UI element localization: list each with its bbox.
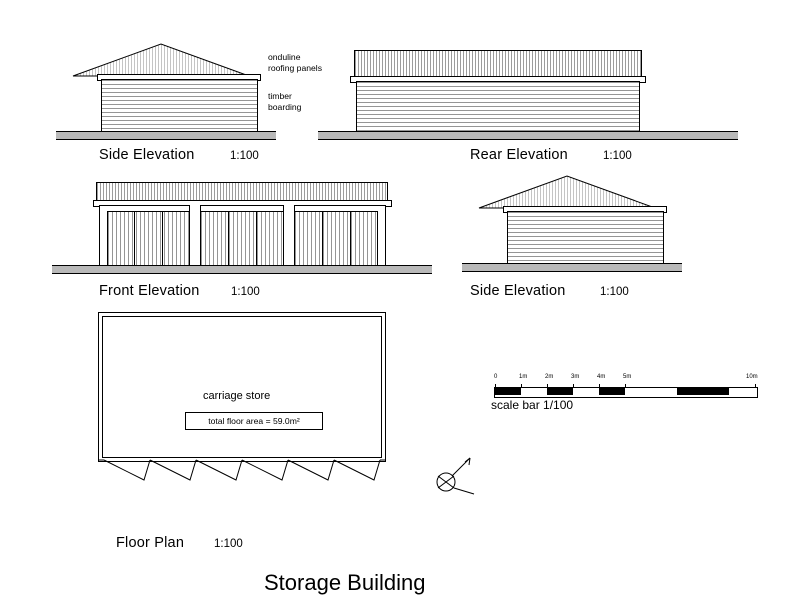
annotation-onduline: onduline [268,52,301,62]
door-bay-1 [107,211,191,267]
door-mullion [228,211,229,265]
scale-bar-tick [599,384,600,388]
door-mullion [322,211,323,265]
scale-bar-block [547,388,573,395]
door-mullion [162,211,163,265]
scale-tick-label-4m: 4m [597,374,606,380]
roof-panel [96,182,388,202]
scale-tick-label-0: 0 [494,374,498,380]
floor-plan-drawing [98,312,398,487]
rear-elevation-title: Rear Elevation [470,147,568,163]
ground-line [318,131,738,140]
door-bay-2 [200,211,284,267]
floor-plan-title: Floor Plan [116,535,185,551]
ground-line [52,265,432,274]
scale-bar-block [599,388,625,395]
gable-roof-shape [477,174,657,210]
scale-tick-label-5m: 5m [623,374,632,380]
side-elevation-left-scale: 1:100 [230,150,259,162]
side-elevation-left-drawing [56,40,276,140]
annotation-roofing-panels: roofing panels [268,63,322,73]
scale-bar-tick [625,384,626,388]
scale-tick-label-10m: 10m [746,374,758,380]
scale-bar-tick [573,384,574,388]
scale-bar-block [495,388,521,395]
rear-elevation-drawing [318,40,738,140]
plan-door-leaves [98,452,398,492]
roof-panel [354,50,642,78]
side-elevation-left-title: Side Elevation [99,147,195,163]
scale-bar-tick [547,384,548,388]
side-elevation-right-drawing [462,172,682,272]
sheet-title: Storage Building [264,570,426,595]
plan-area-box: total floor area = 59.0m² [185,412,323,430]
plan-room-label: carriage store [203,390,271,402]
timber-wall [507,211,664,265]
door-mullion [350,211,351,265]
ground-line [462,263,682,272]
scale-tick-label-3m: 3m [571,374,580,380]
door-bay-3 [294,211,378,267]
scale-tick-label-1m: 1m [519,374,528,380]
timber-wall [356,81,640,133]
plan-inner-wall [102,316,382,458]
scale-bar-block [625,388,677,395]
gable-roof-shape [71,42,251,78]
annotation-boarding: boarding [268,102,302,112]
front-elevation-drawing [52,178,432,273]
annotation-timber: timber [268,91,292,101]
door-mullion [134,211,135,265]
floor-plan-scale: 1:100 [214,538,243,550]
scale-bar-tick [755,384,756,388]
scale-bar [494,382,760,396]
ground-line [56,131,276,140]
side-elevation-right-title: Side Elevation [470,283,566,299]
north-arrow-icon [424,450,480,500]
timber-wall [101,79,258,133]
front-elevation-title: Front Elevation [99,283,200,299]
scale-bar-tick [495,384,496,388]
scale-bar-label: scale bar 1/100 [491,398,574,412]
door-mullion [256,211,257,265]
scale-bar-tick [521,384,522,388]
scale-bar-block [677,388,729,395]
front-elevation-scale: 1:100 [231,286,260,298]
scale-tick-label-2m: 2m [545,374,554,380]
side-elevation-right-scale: 1:100 [600,286,629,298]
rear-elevation-scale: 1:100 [603,150,632,162]
